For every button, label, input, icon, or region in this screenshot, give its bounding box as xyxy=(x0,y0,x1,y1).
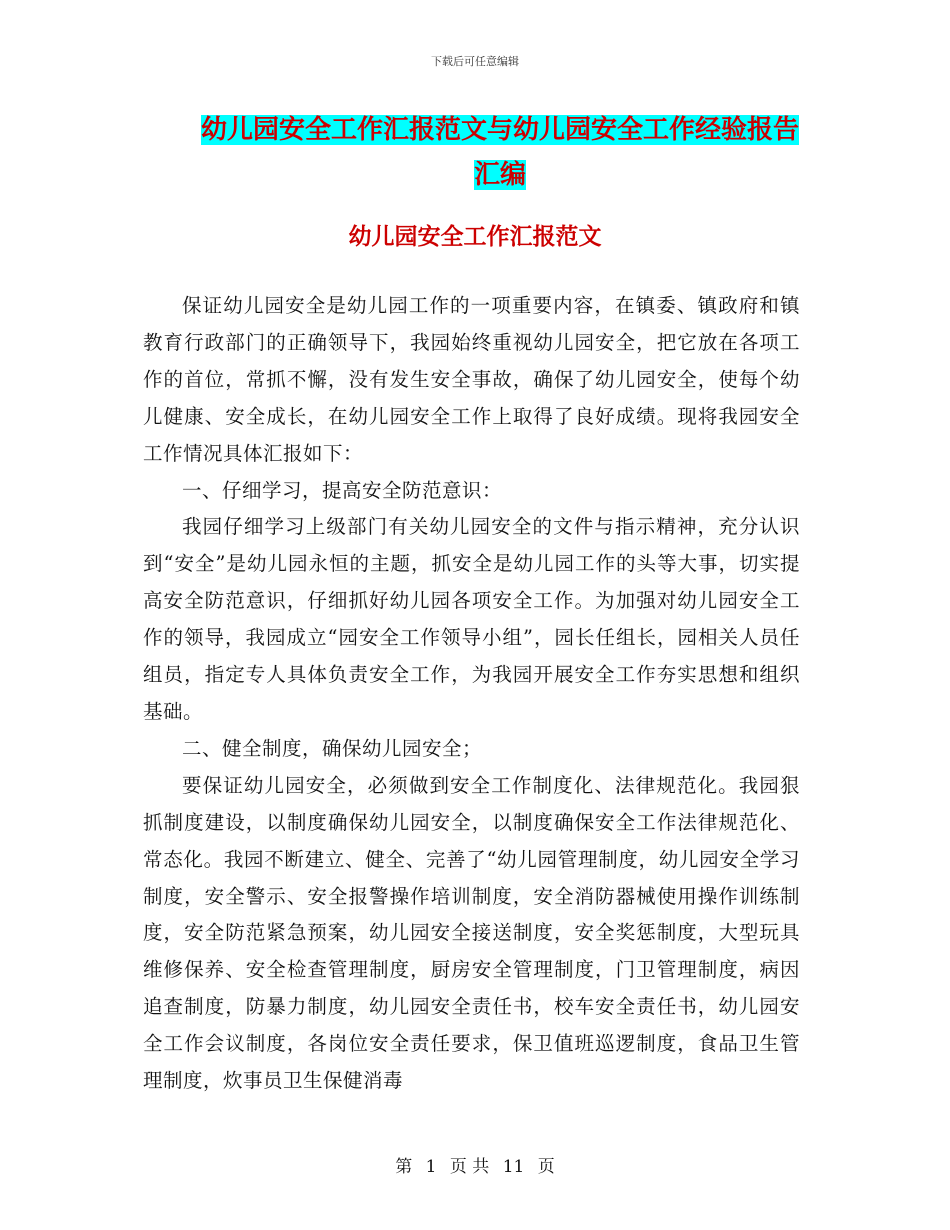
document-title xyxy=(190,108,810,198)
total-page-count: 11 xyxy=(502,1157,525,1177)
body-text xyxy=(143,288,800,1100)
current-page-number: 1 xyxy=(425,1157,437,1177)
section-title: 幼儿园安全工作汇报范文 xyxy=(348,224,602,250)
paragraph-heading: 一、仔细学习，提高安全防范意识： xyxy=(182,478,503,502)
paragraph: 要保证幼儿园安全，必须做到安全工作制度化、法律规范化。我园狠抓制度建设，以制度确保幼儿园安全，以制度确保安全工作法律规范化、常态化。我园不断建立、健全、完善了“幼儿园管理制度，幼儿园安全学习制度，安全警示、安全报警操作培训制度，安全消防器械使用操作训练制度，安全防范紧急预案，幼儿园安全接送制度，安全奖惩制度，大型玩具维修保养、安全检查管理制度，厨房安全管理制度，门卫管理制度，病因追查制度，防暴力制度，幼儿园安全责任书，校车安全责任书，幼儿园安全工作会议制度，各岗位安全责任要求，保卫值班巡逻制度，食品卫生管理制度，炊事员卫生保健消毒 xyxy=(143,773,800,1093)
page-label-suffix: 页 xyxy=(537,1157,555,1177)
paragraph: 我园仔细学习上级部门有关幼儿园安全的文件与指示精神，充分认识到“安全”是幼儿园永恒的主题，抓安全是幼儿园工作的头等大事，切实提高安全防范意识，仔细抓好幼儿园各项安全工作。为加强对幼儿园安全工作的领导，我园成立“园安全工作领导小组”，园长任组长，园相关人员任组员，指定专人具体负责安全工作，为我园开展安全工作夯实思想和组织基础。 xyxy=(143,515,800,723)
page-label-mid: 页 共 xyxy=(449,1157,490,1177)
header-note: 下载后可任意编辑 xyxy=(431,55,519,68)
paragraph-heading: 二、健全制度，确保幼儿园安全； xyxy=(182,736,483,760)
page-footer xyxy=(0,1152,950,1177)
paragraph: 保证幼儿园安全是幼儿园工作的一项重要内容，在镇委、镇政府和镇教育行政部门的正确领导下，我园始终重视幼儿园安全，把它放在各项工作的首位，常抓不懈，没有发生安全事故，确保了幼儿园安全，使每个幼儿健康、安全成长，在幼儿园安全工作上取得了良好成绩。现将我园安全工作情况具体汇报如下： xyxy=(143,294,800,465)
document-title-line-1: 幼儿园安全工作汇报范文与幼儿园安全工作经验报告 xyxy=(200,115,799,145)
page-label-prefix: 第 xyxy=(395,1157,413,1177)
document-title-line-2: 汇编 xyxy=(473,160,526,190)
